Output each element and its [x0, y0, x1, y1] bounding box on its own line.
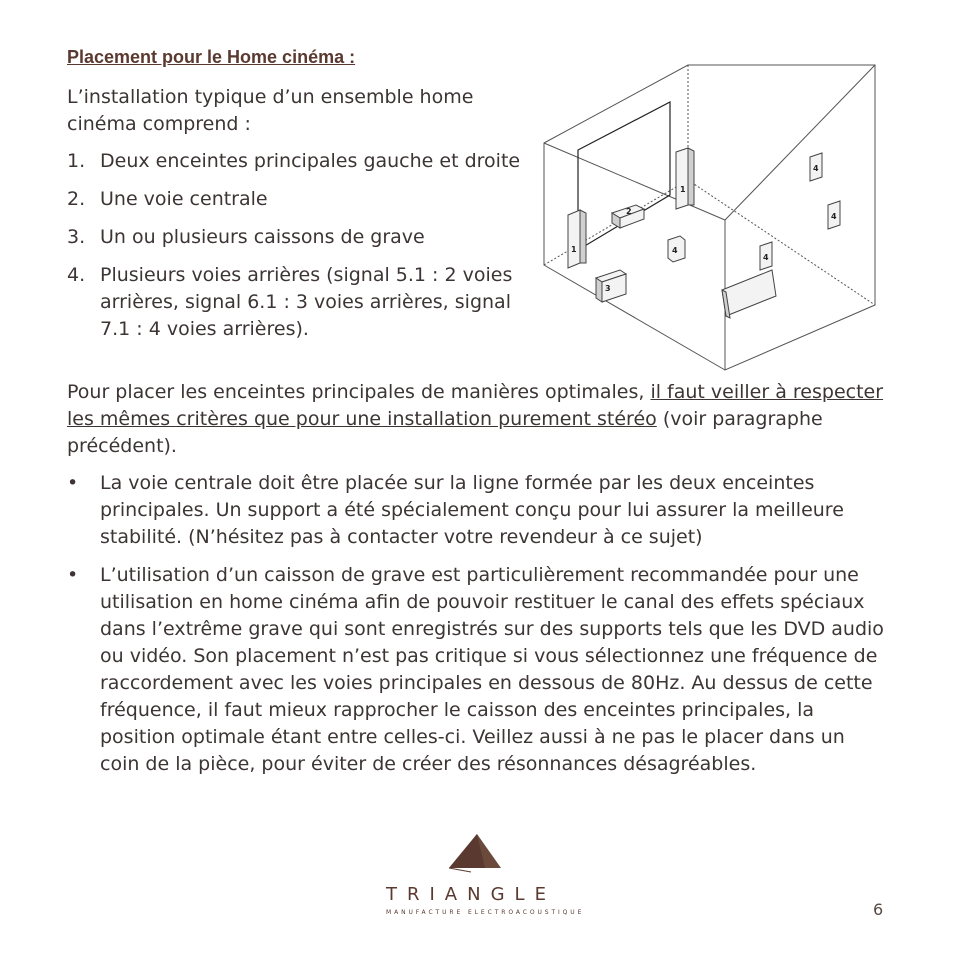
list-text: Deux enceintes principales gauche et droite: [100, 150, 521, 172]
label-rear-3: 4: [813, 164, 819, 173]
brand-name: TRIANGLE: [386, 884, 556, 905]
bullet-dot: •: [67, 472, 79, 494]
list-number: 2.: [67, 188, 86, 210]
list-item: [67, 148, 537, 175]
section-heading: Placement pour le Home cinéma :: [67, 47, 356, 67]
recommendation-list: [67, 470, 887, 789]
label-front-right: 1: [680, 185, 686, 194]
sofa: [722, 270, 776, 316]
list-item: [67, 186, 537, 213]
label-rear-4: 4: [831, 212, 837, 221]
paragraph-underlined: il faut veiller à respecter les mêmes critères que pour une installation purement stéréo: [67, 381, 884, 430]
page-number: 6: [873, 900, 884, 919]
list-number: 1.: [67, 150, 86, 172]
component-list: [67, 148, 537, 354]
list-number: 4.: [67, 264, 86, 286]
label-front-left: 1: [571, 245, 577, 254]
paragraph-text-end: (voir paragraphe précédent).: [67, 408, 823, 457]
triangle-logo-icon: [445, 832, 505, 878]
brand-tagline: MANUFACTURE ELECTROACOUSTIQUE: [386, 909, 585, 916]
list-text: Un ou plusieurs caissons de grave: [100, 226, 425, 248]
label-rear-1: 4: [672, 246, 678, 255]
bullet-text: La voie centrale doit être placée sur la ligne formée par les deux enceintes principales. Un support a été spécialement conçu pour lui assurer la meilleure stabilité. (N’hésitez pas à contacter votre revendeur à ce sujet): [100, 472, 844, 548]
front-right-speaker: [676, 148, 688, 209]
bullet-item: [67, 562, 887, 778]
list-item: [67, 224, 537, 251]
room-layout-diagram: [540, 60, 880, 375]
list-number: 3.: [67, 226, 86, 248]
label-center: 2: [626, 207, 632, 216]
intro-text: L’installation typique d’un ensemble home cinéma comprend :: [67, 86, 474, 135]
paragraph-text: Pour placer les enceintes principales de manières optimales,: [67, 381, 651, 403]
list-text: Plusieurs voies arrières (signal 5.1 : 2 voies arrières, signal 6.1 : 3 voies arrières, signal 7.1 : 4 voies arrières).: [100, 264, 513, 340]
bullet-dot: •: [67, 564, 79, 586]
list-item: [67, 262, 537, 343]
placement-paragraph: [67, 379, 887, 460]
front-left-speaker: [568, 210, 580, 268]
label-rear-2: 4: [763, 253, 769, 262]
triangle-logo: [380, 832, 585, 922]
list-text: Une voie centrale: [100, 188, 268, 210]
label-subwoofer: 3: [605, 284, 611, 293]
bullet-text: L’utilisation d’un caisson de grave est particulièrement recommandée pour une utilisation en home cinéma afin de pouvoir restituer le canal des effets spéciaux dans l’extrême grave qui sont enregistrés sur des supports tels que les DVD audio ou vidéo. Son placement n’est pas critique si vous sélectionnez une fréquence de raccordement avec les voies principales en dessous de 80Hz. Au dessus de cette fréquence, il faut mieux rapprocher le caisson des enceintes principales, la position optimale étant entre celles-ci. Veillez aussi à ne pas le placer dans un coin de la pièce, pour éviter de créer des résonnances désagréables.: [100, 564, 884, 775]
bullet-item: [67, 470, 887, 551]
